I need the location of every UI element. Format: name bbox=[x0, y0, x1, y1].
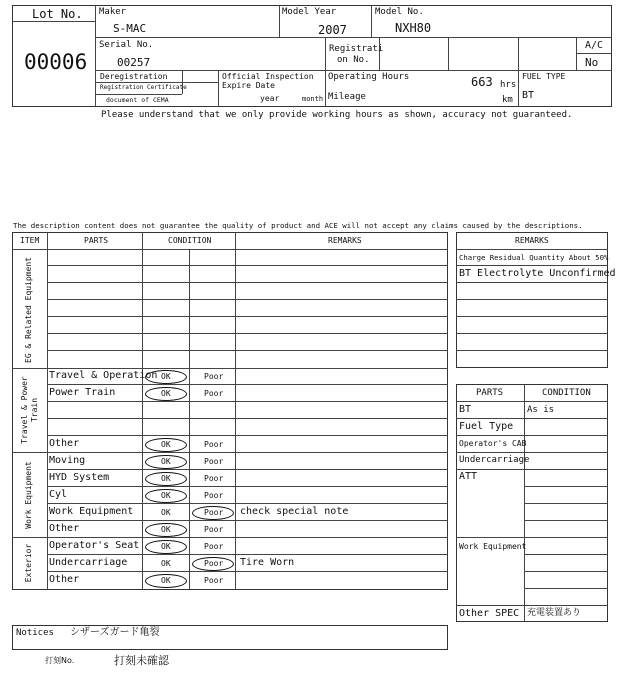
part-operators-seat: Operator's Seat bbox=[49, 540, 140, 551]
section-eg-label: EG & Related Equipment bbox=[24, 257, 33, 363]
ok-label: OK bbox=[161, 576, 171, 585]
ok-label: OK bbox=[161, 491, 171, 500]
model-no-value: NXH80 bbox=[395, 21, 432, 35]
poor-label: Poor bbox=[204, 440, 224, 449]
year-label: year bbox=[260, 94, 280, 103]
ok-selected-mark bbox=[145, 540, 187, 554]
notices-label: Notices bbox=[16, 628, 54, 638]
operating-hours-value: 663 bbox=[471, 75, 493, 89]
right-remarks-line2: BT Electrolyte Unconfirmed bbox=[459, 268, 616, 279]
operating-hours-label: Operating Hours bbox=[328, 72, 410, 82]
lot-label: Lot No. bbox=[32, 7, 83, 21]
poor-selected-mark bbox=[192, 506, 234, 520]
ok-selected-mark bbox=[145, 438, 187, 452]
maker-label: Maker bbox=[99, 7, 127, 17]
part-exterior-other: Other bbox=[49, 574, 80, 585]
part-work-equipment: Work Equipment bbox=[49, 506, 134, 517]
right-bt-label: BT bbox=[459, 404, 472, 415]
km-unit: km bbox=[502, 95, 513, 105]
right-other-spec: Other SPEC bbox=[459, 608, 520, 619]
ok-label: OK bbox=[161, 457, 171, 466]
notices-value: シザーズガード亀裂 bbox=[70, 627, 160, 638]
ok-label: OK bbox=[161, 389, 171, 398]
right-bt-value: As is bbox=[527, 405, 555, 415]
poor-label: Poor bbox=[204, 508, 224, 517]
ok-label: OK bbox=[161, 559, 171, 568]
poor-label: Poor bbox=[204, 457, 224, 466]
section-travel-label: Travel & Power bbox=[20, 376, 29, 444]
right-remarks-header: REMARKS bbox=[515, 236, 549, 245]
month-label: month bbox=[302, 95, 324, 103]
part-travel-other: Other bbox=[49, 438, 80, 449]
right-remarks-line1: Charge Residual Quantity About 50% bbox=[459, 253, 609, 262]
ok-selected-mark bbox=[145, 455, 187, 469]
registration-label: Registrati bbox=[329, 44, 384, 54]
poor-label: Poor bbox=[204, 525, 224, 534]
deregistration-label: Deregistration bbox=[100, 72, 168, 81]
hours-note: Please understand that we only provide working hours as shown, accuracy not guaranteed. bbox=[101, 110, 573, 120]
poor-label: Poor bbox=[204, 474, 224, 483]
ac-value: No bbox=[585, 56, 599, 69]
ok-selected-mark bbox=[145, 370, 187, 384]
remark-undercarriage: Tire Worn bbox=[240, 557, 295, 568]
lot-number: 00006 bbox=[24, 50, 88, 74]
poor-label: Poor bbox=[204, 542, 224, 551]
ok-selected-mark bbox=[145, 387, 187, 401]
right-parts-header: PARTS bbox=[476, 388, 504, 398]
model-year-value: 2007 bbox=[318, 23, 347, 37]
section-exterior-label: Exterior bbox=[24, 543, 33, 583]
part-moving: Moving bbox=[49, 455, 86, 466]
model-year-label: Model Year bbox=[282, 7, 337, 17]
maker-value: S-MAC bbox=[113, 22, 147, 35]
header-parts: PARTS bbox=[84, 236, 109, 245]
poor-label: Poor bbox=[204, 559, 224, 568]
poor-label: Poor bbox=[204, 576, 224, 585]
stamp-label: 打刻No. bbox=[45, 656, 75, 665]
right-other-spec-value: 充電装置あり bbox=[527, 608, 582, 618]
inspection-label: Official Inspection bbox=[222, 72, 314, 81]
poor-selected-mark bbox=[192, 557, 234, 571]
ok-label: OK bbox=[161, 525, 171, 534]
fuel-type-label: FUEL TYPE bbox=[522, 72, 566, 81]
serial-value: 00257 bbox=[117, 56, 151, 69]
part-undercarriage: Undercarriage bbox=[49, 557, 128, 568]
registration-label-2: on No. bbox=[337, 55, 370, 65]
right-work-equipment: Work Equipment bbox=[459, 542, 527, 551]
right-operators-cab: Operator's CAB bbox=[459, 439, 527, 448]
right-undercarriage: Undercarriage bbox=[459, 455, 530, 465]
hrs-unit: hrs bbox=[500, 80, 517, 90]
poor-label: Poor bbox=[204, 491, 224, 500]
ok-label: OK bbox=[161, 372, 171, 381]
ok-label: OK bbox=[161, 508, 171, 517]
ok-label: OK bbox=[161, 474, 171, 483]
serial-label: Serial No. bbox=[99, 40, 154, 50]
ok-selected-mark bbox=[145, 472, 187, 486]
right-fuel-type: Fuel Type bbox=[459, 421, 514, 432]
section-travel-label-2: Train bbox=[30, 397, 39, 423]
ok-label: OK bbox=[161, 542, 171, 551]
section-work-label: Work Equipment bbox=[24, 461, 33, 529]
model-no-label: Model No. bbox=[375, 7, 424, 17]
inspection-label-2: Expire Date bbox=[222, 81, 275, 90]
ok-label: OK bbox=[161, 440, 171, 449]
fuel-type-value: BT bbox=[522, 90, 535, 101]
part-travel-operation: Travel & Operation bbox=[49, 370, 158, 381]
right-condition-header: CONDITION bbox=[542, 388, 591, 398]
header-remarks: REMARKS bbox=[328, 236, 362, 245]
stamp-value: 打刻未確認 bbox=[114, 654, 169, 667]
poor-label: Poor bbox=[204, 372, 224, 381]
ok-selected-mark bbox=[145, 574, 187, 588]
disclaimer: The description content does not guarantee the quality of product and ACE will not accept any claims caused by the descriptions. bbox=[13, 221, 583, 230]
part-hyd-system: HYD System bbox=[49, 472, 110, 483]
right-att: ATT bbox=[459, 471, 478, 482]
ac-label: A/C bbox=[585, 40, 604, 51]
part-cyl: Cyl bbox=[49, 489, 68, 500]
header-condition: CONDITION bbox=[168, 236, 212, 245]
poor-label: Poor bbox=[204, 389, 224, 398]
remark-work-equipment: check special note bbox=[240, 506, 349, 517]
ok-selected-mark bbox=[145, 523, 187, 537]
mileage-label: Mileage bbox=[328, 92, 366, 102]
ok-selected-mark bbox=[145, 489, 187, 503]
registration-certificate: Registration Certificate bbox=[100, 84, 187, 91]
header-item: ITEM bbox=[20, 236, 40, 245]
cema-document: document of CEMA bbox=[106, 96, 169, 104]
part-work-other: Other bbox=[49, 523, 80, 534]
part-power-train: Power Train bbox=[49, 387, 116, 398]
